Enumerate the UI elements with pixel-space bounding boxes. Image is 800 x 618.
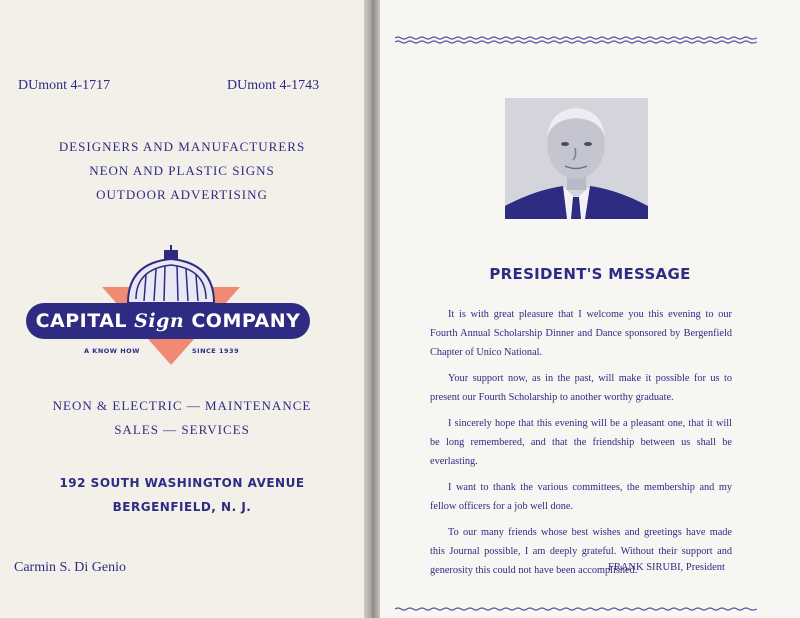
message-paragraph: Your support now, as in the past, will make it possible for us to present our Fourth Scholarship to another worthy graduate. bbox=[430, 373, 732, 403]
sales-services-line: SALES — SERVICES bbox=[114, 422, 250, 437]
logo-tagline-right: SINCE 1939 bbox=[192, 347, 240, 355]
address-street: 192 SOUTH WASHINGTON AVENUE bbox=[59, 476, 305, 490]
logo-word-company: COMPANY bbox=[191, 310, 301, 332]
message-paragraph: I want to thank the various committees, the membership and my fellow officers for a job well done. bbox=[430, 482, 732, 512]
logo-word-capital: CAPITAL bbox=[35, 310, 128, 332]
message-paragraph: To our many friends whose best wishes and greetings have made this Journal possible, I am deeply grateful. Without their support and generosity this could not have been accomplished. bbox=[430, 527, 732, 576]
company-logo-banner bbox=[26, 303, 310, 339]
service-line-2: NEON AND PLASTIC SIGNS bbox=[89, 163, 275, 178]
phone-number-left: DUmont 4-1717 bbox=[18, 78, 111, 93]
presidents-message-body bbox=[430, 305, 732, 587]
message-paragraph: It is with great pleasure that I welcome you this evening to our Fourth Annual Scholarship Dinner and Dance sponsored by Bergenfield Chapter of Unico National. bbox=[430, 309, 732, 358]
book-gutter bbox=[364, 0, 380, 618]
phone-number-right: DUmont 4-1743 bbox=[227, 78, 320, 93]
service-line-3: OUTDOOR ADVERTISING bbox=[96, 187, 268, 202]
president-signature: FRANK SIRUBI, President bbox=[608, 562, 725, 573]
message-paragraph: I sincerely hope that this evening will be a pleasant one, that it will be long remembered, and that the friendship between us shall be everlasting. bbox=[430, 418, 732, 467]
logo-word-sign: Sign bbox=[134, 310, 185, 332]
president-portrait-icon bbox=[505, 98, 648, 219]
owner-name: Carmin S. Di Genio bbox=[14, 560, 126, 575]
service-line-1: DESIGNERS AND MANUFACTURERS bbox=[58, 139, 306, 154]
address-city: BERGENFIELD, N. J. bbox=[112, 500, 252, 514]
left-page-advertisement bbox=[0, 0, 364, 618]
top-wave-border-icon bbox=[395, 36, 757, 44]
bottom-wave-border-icon bbox=[395, 606, 757, 614]
page-title: PRESIDENT'S MESSAGE bbox=[489, 265, 691, 283]
logo-tagline-left: A KNOW HOW bbox=[84, 347, 140, 355]
neon-electric-line: NEON & ELECTRIC — MAINTENANCE bbox=[52, 398, 312, 413]
president-portrait-photo bbox=[505, 98, 648, 219]
